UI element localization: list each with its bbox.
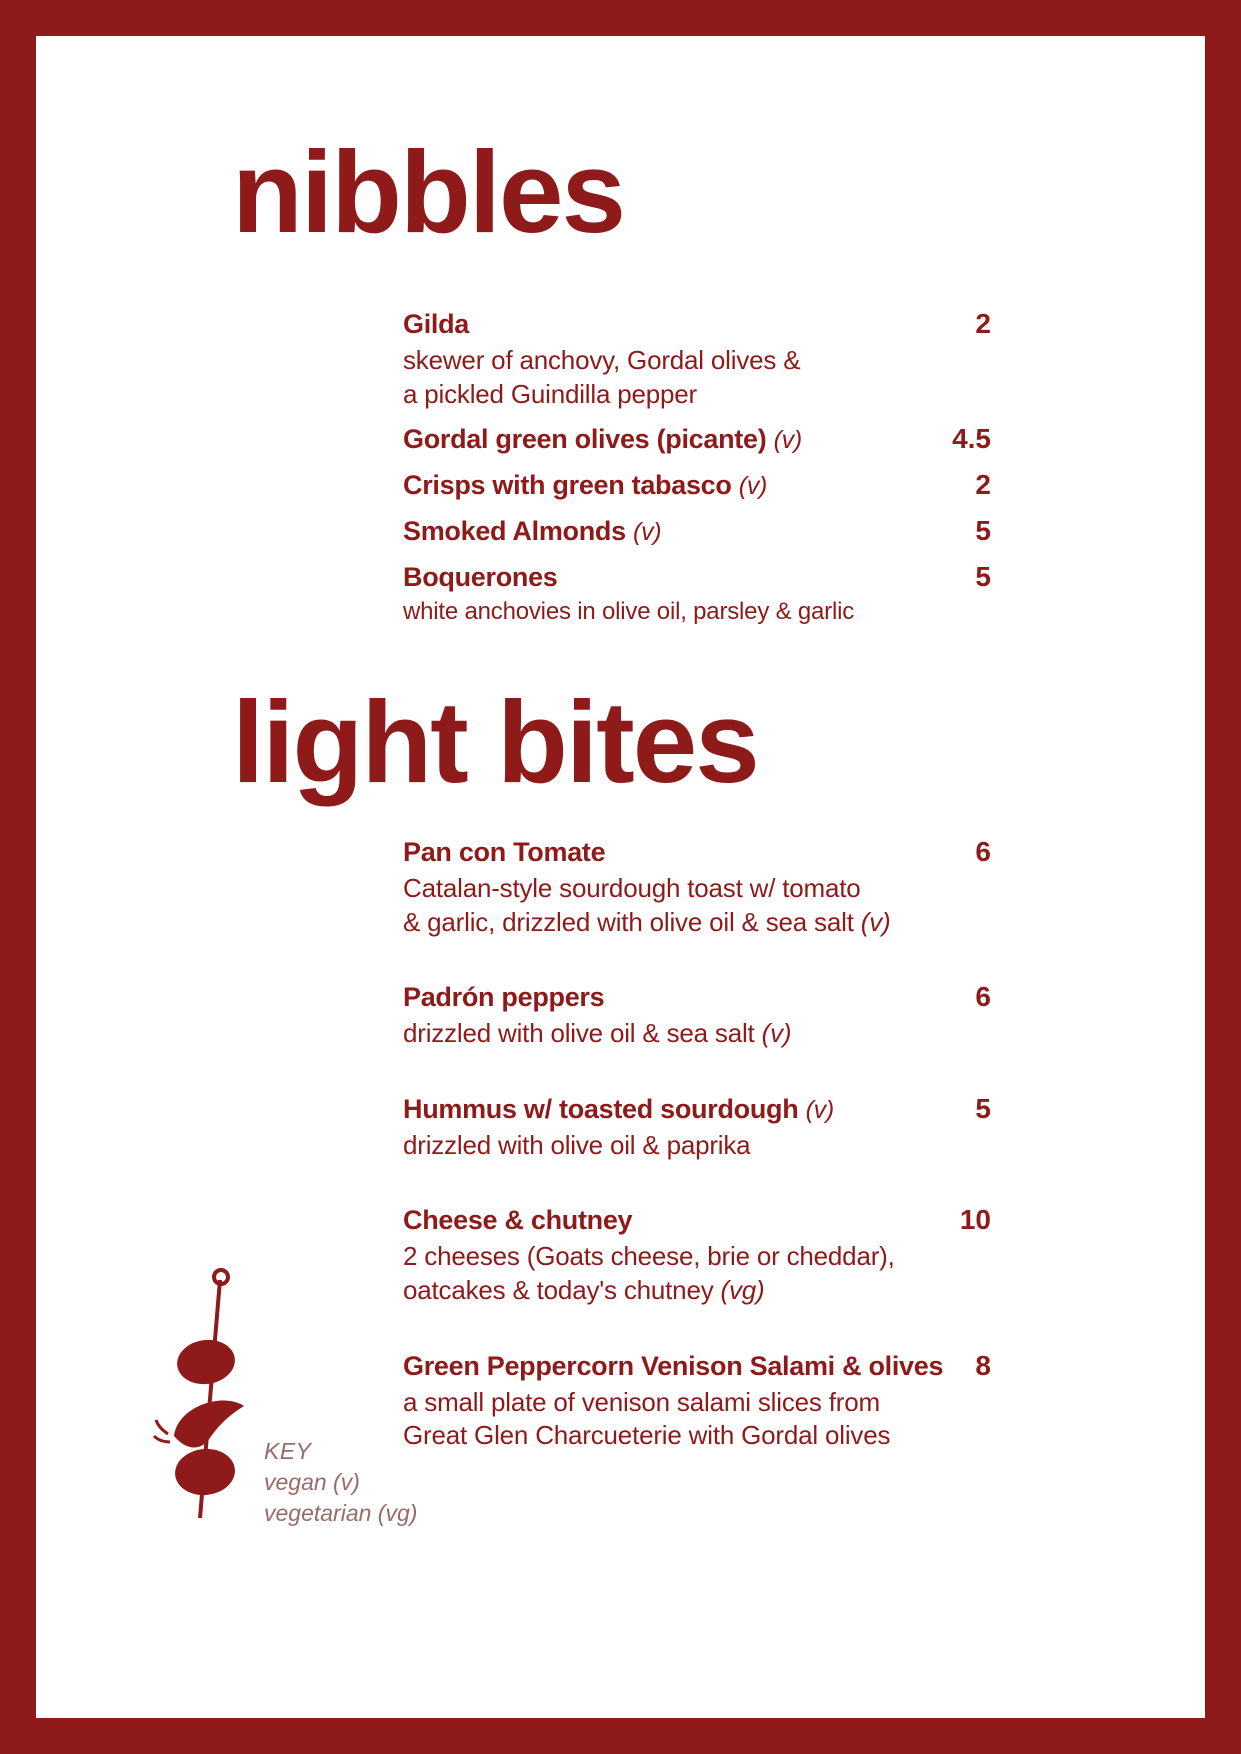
menu-item [403, 1204, 991, 1307]
menu-item-description [403, 872, 973, 940]
menu-item-name-text: Gilda [403, 309, 470, 339]
menu-item [403, 981, 991, 1051]
menu-item-name-text: Cheese & chutney [403, 1205, 633, 1236]
menu-item-price: 6 [975, 981, 991, 1013]
menu-item-description [403, 1240, 973, 1308]
menu-item-description-line1: a small plate of venison salami slices from [403, 1386, 880, 1417]
menu-item-price: 5 [975, 514, 991, 546]
menu-item-description-line1: drizzled with olive oil & paprika [403, 1129, 751, 1160]
section-title-light-bites: light bites [232, 677, 758, 807]
menu-item-name-text: Pan con Tomate [403, 837, 606, 867]
menu-item-head [403, 469, 991, 503]
nibbles-item-list [403, 308, 991, 640]
menu-item [403, 1093, 991, 1163]
menu-item-description-line2: & garlic, drizzled with olive oil & sea salt [403, 906, 854, 937]
menu-item-description-line2: a pickled Guindilla pepper [403, 378, 697, 409]
dietary-tag: (vg) [720, 1274, 765, 1305]
menu-item-description [403, 1017, 973, 1051]
menu-item-head [403, 1204, 991, 1238]
key-vegetarian-line: vegetarian (vg) [264, 1500, 418, 1527]
menu-item-description-line1: skewer of anchovy, Gordal olives & [403, 344, 801, 375]
menu-item-price: 5 [975, 1092, 991, 1124]
menu-item-description [403, 596, 973, 627]
menu-item-name [403, 836, 605, 870]
menu-item-price: 5 [975, 560, 991, 592]
menu-item-description-line1: drizzled with olive oil & sea salt [403, 1018, 755, 1049]
menu-item-name [403, 308, 469, 342]
menu-item-description-line1: Catalan-style sourdough toast w/ tomato [403, 872, 861, 903]
dietary-tag: (v) [761, 1018, 792, 1049]
menu-item-name-text: Crisps with green tabasco [403, 470, 732, 501]
menu-item-name [403, 423, 802, 457]
menu-item-name [403, 561, 558, 595]
menu-item-name-text: Green Peppercorn Venison Salami & olives [403, 1350, 944, 1381]
menu-item-name-text: Smoked Almonds [403, 515, 626, 546]
menu-page [36, 36, 1205, 1718]
menu-item-name-text: Gordal green olives (picante) [403, 424, 767, 455]
menu-item-description-line1: 2 cheeses (Goats cheese, brie or cheddar), [403, 1241, 895, 1272]
menu-item-name [403, 515, 661, 549]
section-title-nibbles: nibbles [232, 127, 625, 257]
dietary-tag: (v) [773, 426, 802, 455]
menu-item-description [403, 344, 973, 412]
menu-item [403, 561, 991, 628]
menu-item-name-text: Boquerones [403, 561, 558, 592]
dietary-tag: (v) [860, 906, 891, 937]
menu-item [403, 515, 991, 549]
menu-item-name-text: Padrón peppers [403, 982, 605, 1013]
menu-item-head [403, 1093, 991, 1127]
menu-item-description [403, 1129, 973, 1163]
menu-content [36, 36, 1205, 1718]
menu-item [403, 836, 991, 939]
menu-item-description-line2: Great Glen Charcueterie with Gordal olives [403, 1420, 891, 1451]
menu-item [403, 308, 991, 411]
menu-item-name [403, 469, 767, 503]
light-bites-item-list [403, 836, 991, 1465]
menu-item-price: 2 [975, 469, 991, 501]
menu-item-description [403, 1386, 973, 1454]
menu-item-head [403, 423, 991, 457]
dietary-tag: (v) [633, 517, 662, 546]
menu-item-name [403, 1204, 632, 1238]
menu-item-price: 6 [975, 836, 991, 867]
menu-item-name-text: Hummus w/ toasted sourdough [403, 1093, 799, 1124]
menu-item-name [403, 981, 604, 1015]
dietary-tag: (v) [738, 472, 768, 501]
menu-item-name [403, 1093, 834, 1127]
menu-item [403, 1350, 991, 1453]
menu-item-price: 10 [959, 1204, 991, 1236]
menu-item [403, 423, 991, 457]
menu-item-head [403, 308, 991, 342]
menu-item-head [403, 981, 991, 1015]
menu-item-price: 4.5 [952, 423, 991, 455]
menu-item-price: 8 [975, 1349, 991, 1381]
dietary-tag: (v) [805, 1095, 834, 1124]
key-title: KEY [264, 1438, 312, 1464]
menu-item-head [403, 836, 991, 870]
menu-item-price: 2 [975, 308, 991, 339]
menu-item-name [403, 1350, 943, 1384]
menu-item-head [403, 1350, 991, 1384]
menu-item-description-line2: oatcakes & today's chutney [403, 1274, 721, 1305]
gilda-skewer-icon [148, 1266, 278, 1531]
key-vegan-line: vegan (v) [264, 1469, 360, 1496]
menu-item-head [403, 561, 991, 595]
key-legend [264, 1436, 417, 1529]
menu-item-description-line1: white anchovies in olive oil, parsley & garlic [403, 598, 855, 626]
menu-item [403, 469, 991, 503]
menu-item-head [403, 515, 991, 549]
